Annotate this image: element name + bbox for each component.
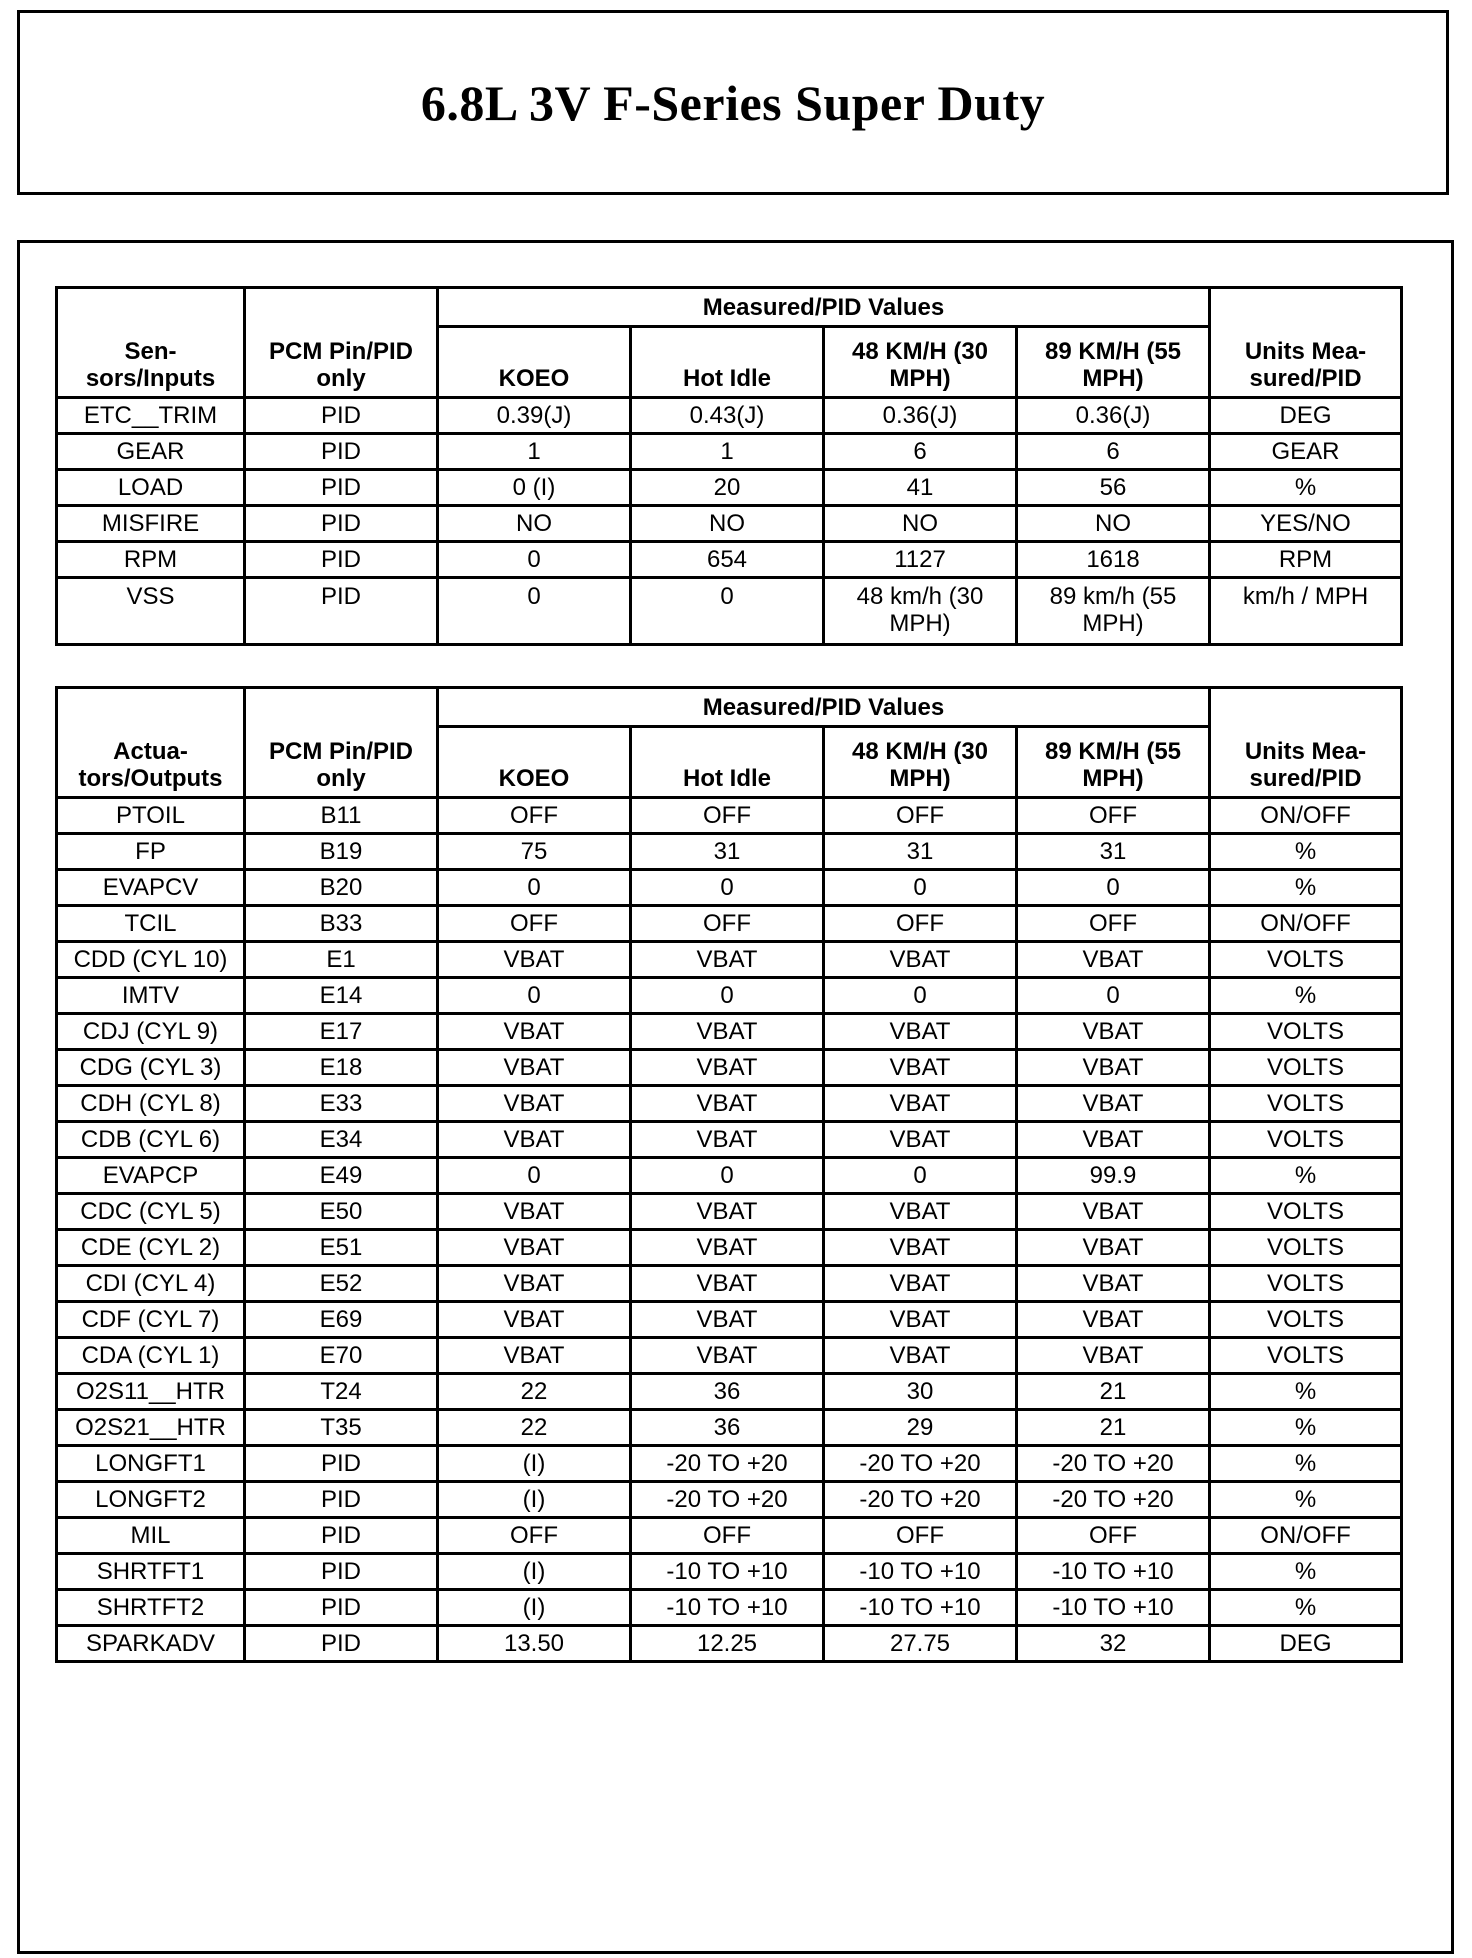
header-koeo: KOEO [438, 327, 631, 398]
cell-89-kmh: VBAT [1017, 1122, 1210, 1158]
header-pcm-pin: PCM Pin/PID only [245, 688, 438, 798]
cell-89-kmh: 6 [1017, 434, 1210, 470]
cell-units: YES/NO [1210, 506, 1402, 542]
cell-hot-idle: 0 [631, 578, 824, 645]
cell-48-kmh: 29 [824, 1410, 1017, 1446]
cell-koeo: 22 [438, 1410, 631, 1446]
cell-hot-idle: 654 [631, 542, 824, 578]
cell-89-kmh: VBAT [1017, 1086, 1210, 1122]
cell-units: VOLTS [1210, 1122, 1402, 1158]
cell-hot-idle: 1 [631, 434, 824, 470]
cell-hot-idle: VBAT [631, 1194, 824, 1230]
table-row [57, 434, 1402, 470]
header-pcm-pin: PCM Pin/PID only [245, 288, 438, 398]
cell-hot-idle: VBAT [631, 1230, 824, 1266]
cell-koeo: (I) [438, 1482, 631, 1518]
cell-name: VSS [57, 578, 245, 645]
cell-48-kmh: 41 [824, 470, 1017, 506]
cell-89-kmh: 56 [1017, 470, 1210, 506]
cell-pcm-pin: B19 [245, 834, 438, 870]
cell-hot-idle: -10 TO +10 [631, 1590, 824, 1626]
cell-units: VOLTS [1210, 1014, 1402, 1050]
cell-koeo: OFF [438, 906, 631, 942]
cell-koeo: VBAT [438, 1266, 631, 1302]
cell-name: ETC__TRIM [57, 398, 245, 434]
cell-name: CDC (CYL 5) [57, 1194, 245, 1230]
cell-units: % [1210, 1482, 1402, 1518]
cell-koeo: VBAT [438, 1338, 631, 1374]
cell-hot-idle: VBAT [631, 1338, 824, 1374]
cell-units: VOLTS [1210, 1230, 1402, 1266]
cell-units: DEG [1210, 1626, 1402, 1662]
cell-hot-idle: -20 TO +20 [631, 1446, 824, 1482]
cell-pcm-pin: E14 [245, 978, 438, 1014]
cell-name: MIL [57, 1518, 245, 1554]
cell-48-kmh: 30 [824, 1374, 1017, 1410]
cell-hot-idle: 12.25 [631, 1626, 824, 1662]
cell-name: SPARKADV [57, 1626, 245, 1662]
cell-pcm-pin: PID [245, 1446, 438, 1482]
cell-pcm-pin: E70 [245, 1338, 438, 1374]
cell-48-kmh: -20 TO +20 [824, 1482, 1017, 1518]
cell-89-kmh: VBAT [1017, 1014, 1210, 1050]
cell-89-kmh: 0.36(J) [1017, 398, 1210, 434]
table-row [57, 1446, 1402, 1482]
cell-name: CDH (CYL 8) [57, 1086, 245, 1122]
table-row [57, 1302, 1402, 1338]
cell-name: FP [57, 834, 245, 870]
cell-koeo: VBAT [438, 1302, 631, 1338]
table-row [57, 978, 1402, 1014]
cell-pcm-pin: PID [245, 1518, 438, 1554]
cell-48-kmh: VBAT [824, 1194, 1017, 1230]
cell-hot-idle: 0.43(J) [631, 398, 824, 434]
table-row [57, 1626, 1402, 1662]
cell-name: LONGFT1 [57, 1446, 245, 1482]
cell-48-kmh: OFF [824, 798, 1017, 834]
table-row [57, 542, 1402, 578]
cell-koeo: 0.39(J) [438, 398, 631, 434]
table-row [57, 834, 1402, 870]
cell-name: LOAD [57, 470, 245, 506]
cell-koeo: 0 [438, 578, 631, 645]
table-row [57, 1410, 1402, 1446]
cell-units: ON/OFF [1210, 1518, 1402, 1554]
cell-89-kmh: 32 [1017, 1626, 1210, 1662]
cell-89-kmh: 0 [1017, 870, 1210, 906]
cell-units: VOLTS [1210, 942, 1402, 978]
cell-name: EVAPCV [57, 870, 245, 906]
header-48-kmh: 48 KM/H (30 MPH) [824, 327, 1017, 398]
cell-pcm-pin: E51 [245, 1230, 438, 1266]
cell-koeo: 1 [438, 434, 631, 470]
cell-pcm-pin: E52 [245, 1266, 438, 1302]
cell-hot-idle: VBAT [631, 1050, 824, 1086]
table-row [57, 1158, 1402, 1194]
cell-units: % [1210, 978, 1402, 1014]
cell-hot-idle: VBAT [631, 1086, 824, 1122]
cell-pcm-pin: PID [245, 1626, 438, 1662]
cell-units: % [1210, 870, 1402, 906]
cell-48-kmh: OFF [824, 906, 1017, 942]
cell-name: CDB (CYL 6) [57, 1122, 245, 1158]
cell-name: CDJ (CYL 9) [57, 1014, 245, 1050]
cell-koeo: VBAT [438, 1014, 631, 1050]
cell-hot-idle: 20 [631, 470, 824, 506]
cell-89-kmh: VBAT [1017, 942, 1210, 978]
cell-units: % [1210, 1554, 1402, 1590]
cell-units: km/h / MPH [1210, 578, 1402, 645]
cell-pcm-pin: PID [245, 1590, 438, 1626]
table-row [57, 578, 1402, 645]
cell-name: PTOIL [57, 798, 245, 834]
cell-89-kmh: 99.9 [1017, 1158, 1210, 1194]
cell-name: CDI (CYL 4) [57, 1266, 245, 1302]
header-48-kmh: 48 KM/H (30 MPH) [824, 727, 1017, 798]
cell-koeo: 0 [438, 1158, 631, 1194]
table-row [57, 798, 1402, 834]
header-units: Units Mea- sured/PID [1210, 288, 1402, 398]
cell-hot-idle: 0 [631, 1158, 824, 1194]
cell-89-kmh: VBAT [1017, 1194, 1210, 1230]
cell-89-kmh: 31 [1017, 834, 1210, 870]
cell-units: VOLTS [1210, 1266, 1402, 1302]
cell-koeo: VBAT [438, 1230, 631, 1266]
cell-name: IMTV [57, 978, 245, 1014]
cell-hot-idle: -20 TO +20 [631, 1482, 824, 1518]
page-title: 6.8L 3V F-Series Super Duty [420, 74, 1046, 131]
table-row [57, 906, 1402, 942]
cell-name: CDD (CYL 10) [57, 942, 245, 978]
cell-hot-idle: VBAT [631, 1302, 824, 1338]
cell-hot-idle: OFF [631, 906, 824, 942]
cell-48-kmh: VBAT [824, 1122, 1017, 1158]
cell-koeo: VBAT [438, 1122, 631, 1158]
cell-name: EVAPCP [57, 1158, 245, 1194]
actuators-outputs-table [55, 686, 1403, 1663]
table-row [57, 1050, 1402, 1086]
cell-48-kmh: OFF [824, 1518, 1017, 1554]
cell-hot-idle: NO [631, 506, 824, 542]
cell-48-kmh: 0 [824, 1158, 1017, 1194]
cell-units: VOLTS [1210, 1302, 1402, 1338]
cell-pcm-pin: PID [245, 398, 438, 434]
cell-pcm-pin: E34 [245, 1122, 438, 1158]
cell-89-kmh: OFF [1017, 906, 1210, 942]
cell-koeo: VBAT [438, 942, 631, 978]
table-row [57, 942, 1402, 978]
cell-48-kmh: 6 [824, 434, 1017, 470]
cell-koeo: 0 [438, 542, 631, 578]
cell-89-kmh: -10 TO +10 [1017, 1590, 1210, 1626]
cell-pcm-pin: PID [245, 1554, 438, 1590]
cell-koeo: 0 [438, 978, 631, 1014]
cell-koeo: 0 (I) [438, 470, 631, 506]
cell-48-kmh: VBAT [824, 1302, 1017, 1338]
cell-name: GEAR [57, 434, 245, 470]
cell-units: % [1210, 1410, 1402, 1446]
header-koeo: KOEO [438, 727, 631, 798]
cell-89-kmh: -20 TO +20 [1017, 1482, 1210, 1518]
cell-units: % [1210, 1158, 1402, 1194]
cell-koeo: OFF [438, 1518, 631, 1554]
table-row [57, 1266, 1402, 1302]
cell-pcm-pin: E49 [245, 1158, 438, 1194]
cell-pcm-pin: PID [245, 1482, 438, 1518]
cell-48-kmh: 27.75 [824, 1626, 1017, 1662]
cell-name: TCIL [57, 906, 245, 942]
cell-koeo: (I) [438, 1554, 631, 1590]
cell-units: % [1210, 1374, 1402, 1410]
cell-name: CDA (CYL 1) [57, 1338, 245, 1374]
cell-units: % [1210, 1446, 1402, 1482]
cell-pcm-pin: PID [245, 434, 438, 470]
cell-hot-idle: OFF [631, 798, 824, 834]
header-measured-pid-values: Measured/PID Values [438, 688, 1210, 727]
header-units: Units Mea- sured/PID [1210, 688, 1402, 798]
cell-89-kmh: 1618 [1017, 542, 1210, 578]
cell-hot-idle: OFF [631, 1518, 824, 1554]
cell-48-kmh: VBAT [824, 1086, 1017, 1122]
cell-hot-idle: 0 [631, 978, 824, 1014]
cell-89-kmh: 21 [1017, 1410, 1210, 1446]
cell-48-kmh: -10 TO +10 [824, 1590, 1017, 1626]
cell-pcm-pin: PID [245, 578, 438, 645]
cell-name: MISFIRE [57, 506, 245, 542]
cell-48-kmh: VBAT [824, 1014, 1017, 1050]
cell-pcm-pin: B20 [245, 870, 438, 906]
cell-89-kmh: VBAT [1017, 1266, 1210, 1302]
cell-pcm-pin: E18 [245, 1050, 438, 1086]
cell-89-kmh: 21 [1017, 1374, 1210, 1410]
cell-hot-idle: 36 [631, 1374, 824, 1410]
cell-hot-idle: 31 [631, 834, 824, 870]
cell-48-kmh: VBAT [824, 1266, 1017, 1302]
header-hot-idle: Hot Idle [631, 727, 824, 798]
table-row [57, 1374, 1402, 1410]
cell-name: CDG (CYL 3) [57, 1050, 245, 1086]
header-sensors-inputs: Sen- sors/Inputs [57, 288, 245, 398]
title-box [17, 10, 1449, 195]
cell-units: ON/OFF [1210, 798, 1402, 834]
cell-48-kmh: VBAT [824, 1338, 1017, 1374]
cell-89-kmh: 0 [1017, 978, 1210, 1014]
cell-koeo: NO [438, 506, 631, 542]
cell-89-kmh: -10 TO +10 [1017, 1554, 1210, 1590]
cell-koeo: OFF [438, 798, 631, 834]
table-row [57, 870, 1402, 906]
cell-89-kmh: VBAT [1017, 1050, 1210, 1086]
table-row [57, 1590, 1402, 1626]
header-89-kmh: 89 KM/H (55 MPH) [1017, 727, 1210, 798]
content-box [17, 240, 1454, 1954]
cell-48-kmh: -20 TO +20 [824, 1446, 1017, 1482]
cell-pcm-pin: E1 [245, 942, 438, 978]
cell-name: LONGFT2 [57, 1482, 245, 1518]
cell-48-kmh: 48 km/h (30 MPH) [824, 578, 1017, 645]
cell-48-kmh: 31 [824, 834, 1017, 870]
cell-units: ON/OFF [1210, 906, 1402, 942]
table-row [57, 1554, 1402, 1590]
cell-units: % [1210, 470, 1402, 506]
cell-89-kmh: VBAT [1017, 1338, 1210, 1374]
cell-units: RPM [1210, 542, 1402, 578]
cell-koeo: VBAT [438, 1194, 631, 1230]
cell-89-kmh: OFF [1017, 1518, 1210, 1554]
table-row [57, 1122, 1402, 1158]
cell-pcm-pin: E69 [245, 1302, 438, 1338]
cell-units: DEG [1210, 398, 1402, 434]
cell-hot-idle: 0 [631, 870, 824, 906]
cell-pcm-pin: PID [245, 506, 438, 542]
cell-48-kmh: 0 [824, 978, 1017, 1014]
cell-hot-idle: VBAT [631, 1266, 824, 1302]
cell-89-kmh: 89 km/h (55 MPH) [1017, 578, 1210, 645]
cell-koeo: 13.50 [438, 1626, 631, 1662]
cell-name: CDF (CYL 7) [57, 1302, 245, 1338]
cell-koeo: (I) [438, 1590, 631, 1626]
cell-89-kmh: VBAT [1017, 1230, 1210, 1266]
cell-hot-idle: 36 [631, 1410, 824, 1446]
header-actuators-outputs: Actua- tors/Outputs [57, 688, 245, 798]
cell-48-kmh: VBAT [824, 1050, 1017, 1086]
cell-48-kmh: VBAT [824, 942, 1017, 978]
cell-name: CDE (CYL 2) [57, 1230, 245, 1266]
cell-pcm-pin: E50 [245, 1194, 438, 1230]
cell-koeo: 75 [438, 834, 631, 870]
cell-koeo: VBAT [438, 1050, 631, 1086]
table-row [57, 506, 1402, 542]
cell-name: RPM [57, 542, 245, 578]
cell-pcm-pin: E33 [245, 1086, 438, 1122]
cell-48-kmh: VBAT [824, 1230, 1017, 1266]
cell-48-kmh: 0.36(J) [824, 398, 1017, 434]
cell-name: SHRTFT2 [57, 1590, 245, 1626]
header-89-kmh: 89 KM/H (55 MPH) [1017, 327, 1210, 398]
cell-48-kmh: 0 [824, 870, 1017, 906]
cell-pcm-pin: PID [245, 470, 438, 506]
table-row [57, 1338, 1402, 1374]
header-measured-pid-values: Measured/PID Values [438, 288, 1210, 327]
cell-89-kmh: NO [1017, 506, 1210, 542]
cell-pcm-pin: PID [245, 542, 438, 578]
table-row [57, 1482, 1402, 1518]
table-row [57, 1230, 1402, 1266]
cell-89-kmh: OFF [1017, 798, 1210, 834]
cell-name: SHRTFT1 [57, 1554, 245, 1590]
table-row [57, 1014, 1402, 1050]
table-row [57, 398, 1402, 434]
cell-koeo: 22 [438, 1374, 631, 1410]
cell-48-kmh: NO [824, 506, 1017, 542]
table-row [57, 1086, 1402, 1122]
sensors-inputs-table [55, 286, 1403, 646]
cell-pcm-pin: T24 [245, 1374, 438, 1410]
cell-name: O2S21__HTR [57, 1410, 245, 1446]
cell-units: GEAR [1210, 434, 1402, 470]
cell-pcm-pin: T35 [245, 1410, 438, 1446]
cell-89-kmh: -20 TO +20 [1017, 1446, 1210, 1482]
cell-units: % [1210, 1590, 1402, 1626]
header-hot-idle: Hot Idle [631, 327, 824, 398]
cell-units: % [1210, 834, 1402, 870]
cell-units: VOLTS [1210, 1338, 1402, 1374]
cell-koeo: 0 [438, 870, 631, 906]
cell-pcm-pin: E17 [245, 1014, 438, 1050]
cell-pcm-pin: B11 [245, 798, 438, 834]
table-row [57, 1518, 1402, 1554]
table-row [57, 1194, 1402, 1230]
cell-hot-idle: -10 TO +10 [631, 1554, 824, 1590]
cell-89-kmh: VBAT [1017, 1302, 1210, 1338]
cell-koeo: (I) [438, 1446, 631, 1482]
cell-pcm-pin: B33 [245, 906, 438, 942]
cell-units: VOLTS [1210, 1194, 1402, 1230]
cell-units: VOLTS [1210, 1086, 1402, 1122]
table-row [57, 470, 1402, 506]
cell-48-kmh: -10 TO +10 [824, 1554, 1017, 1590]
cell-name: O2S11__HTR [57, 1374, 245, 1410]
cell-hot-idle: VBAT [631, 1122, 824, 1158]
cell-hot-idle: VBAT [631, 942, 824, 978]
cell-hot-idle: VBAT [631, 1014, 824, 1050]
cell-koeo: VBAT [438, 1086, 631, 1122]
cell-units: VOLTS [1210, 1050, 1402, 1086]
cell-48-kmh: 1127 [824, 542, 1017, 578]
